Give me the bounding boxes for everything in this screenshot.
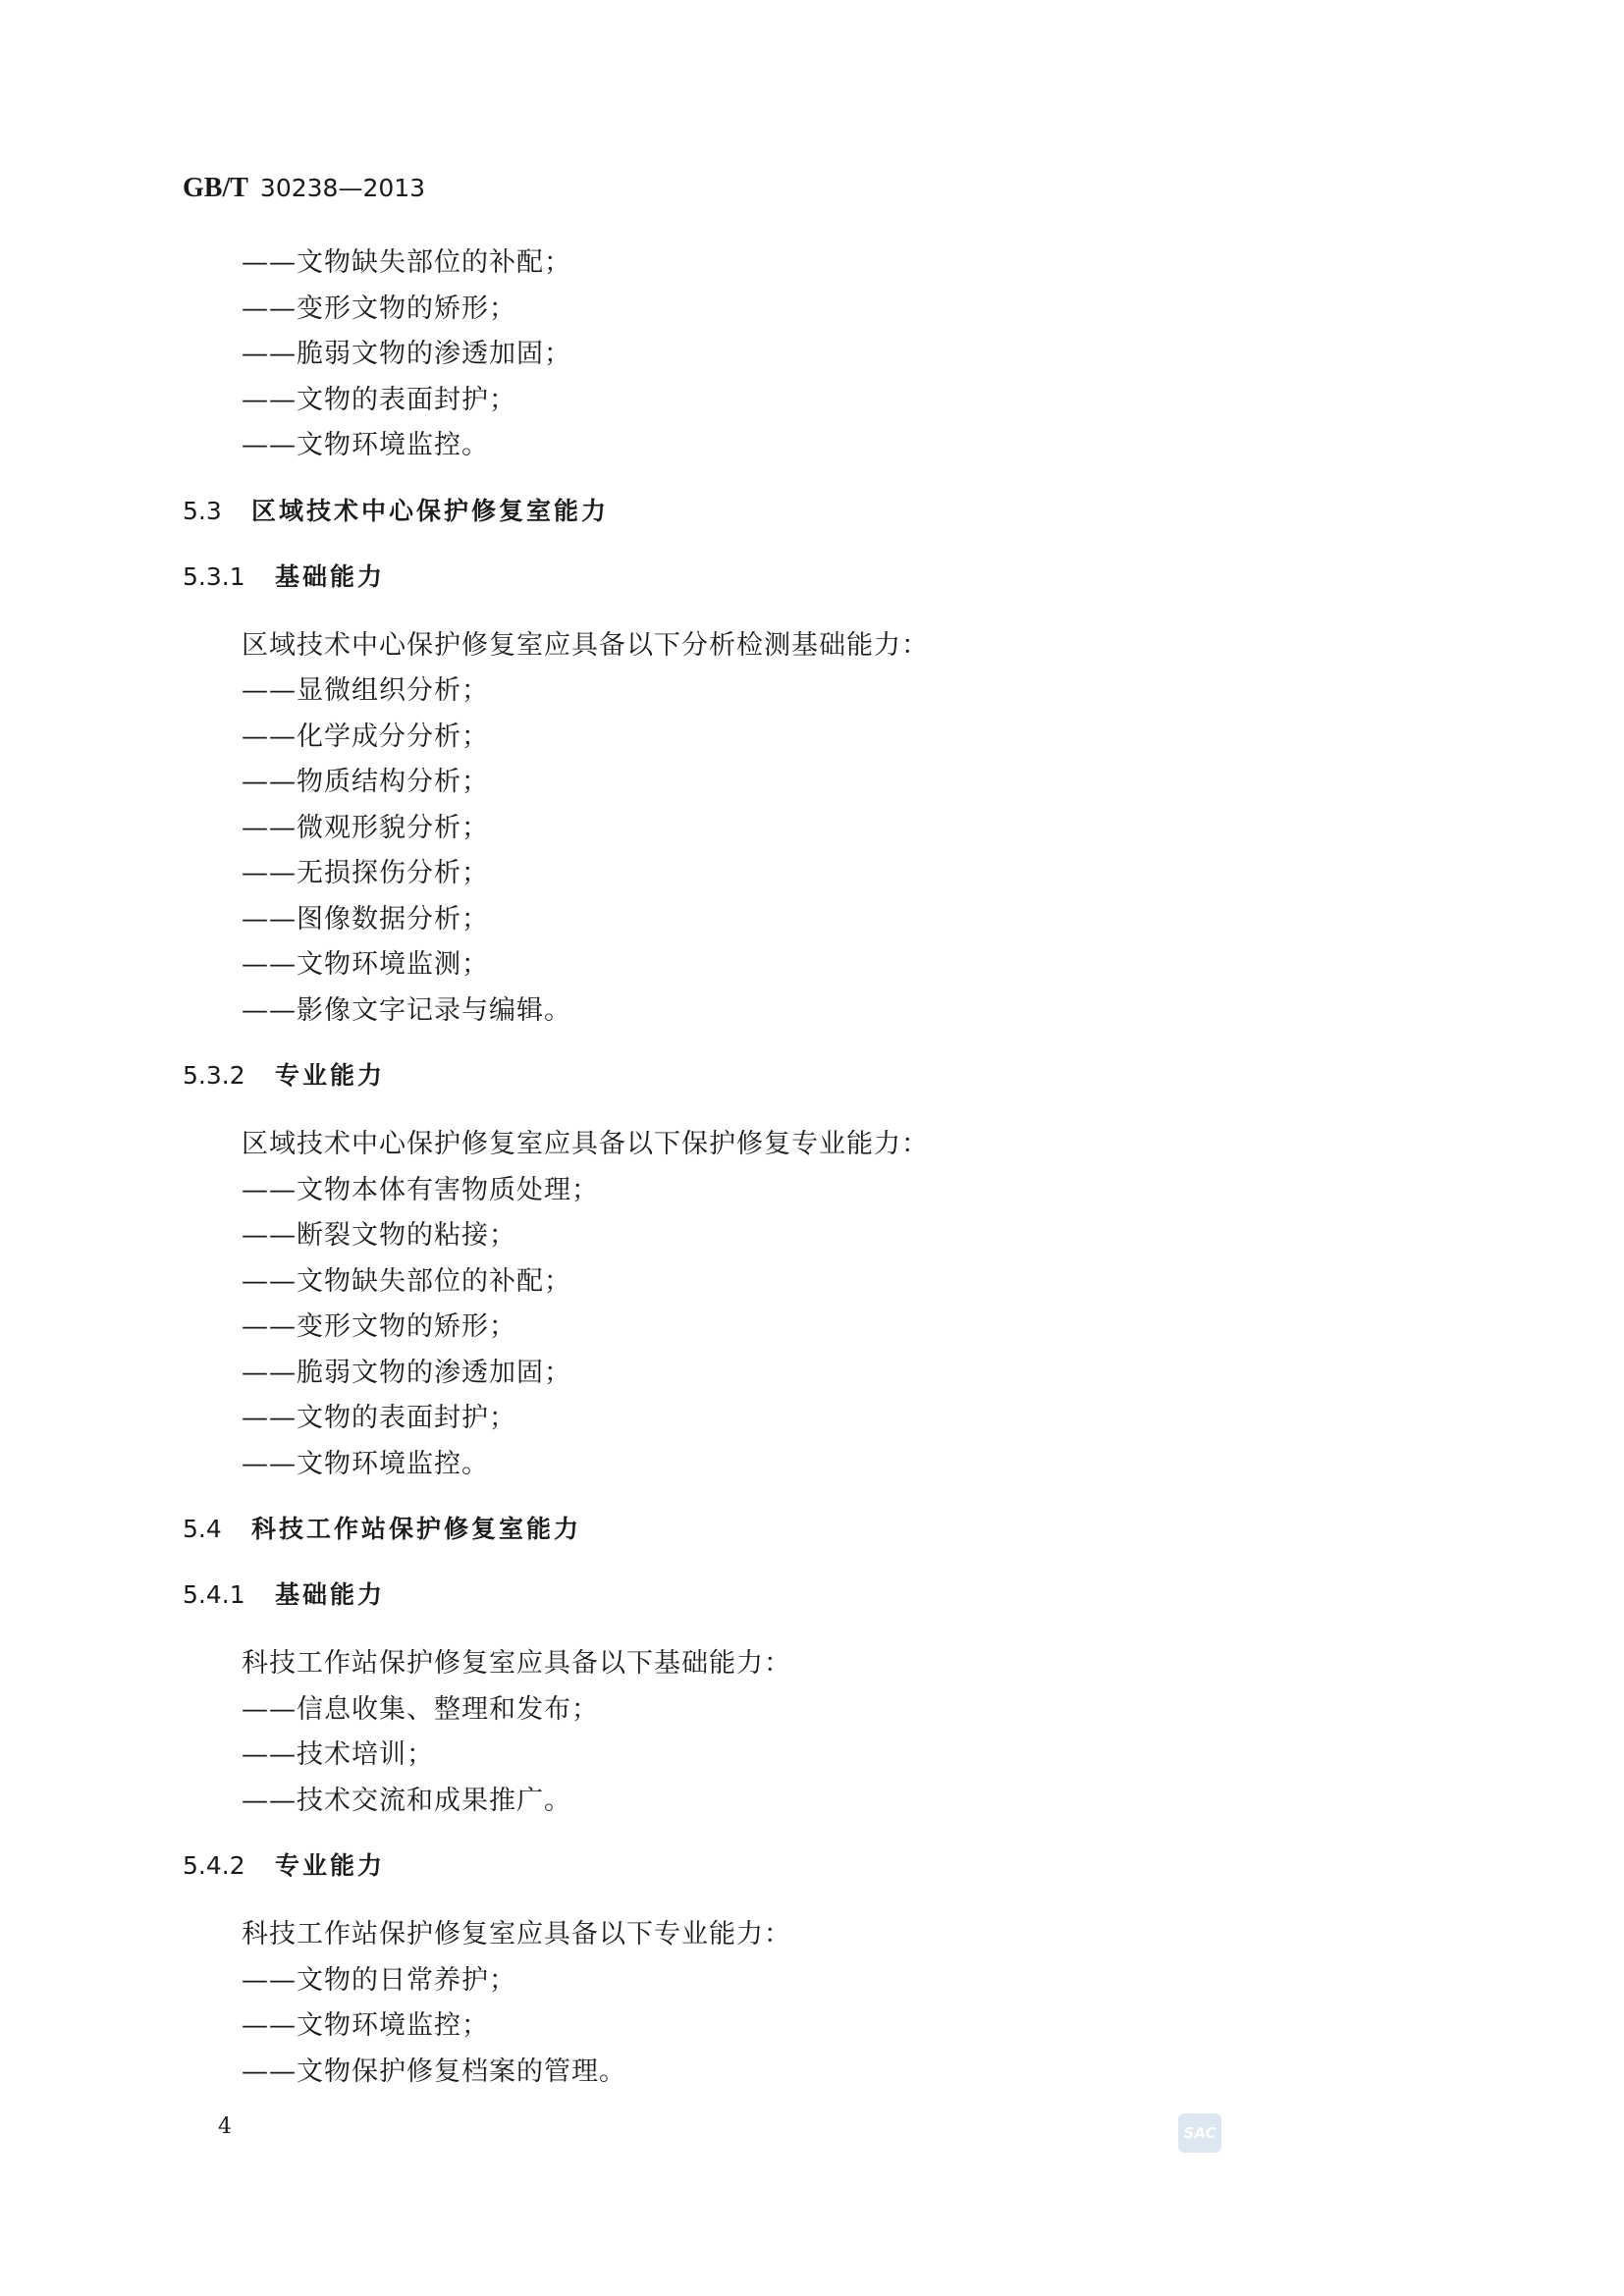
list-item: ——文物的日常养护；: [242, 1964, 516, 1996]
list-item: ——物质结构分析；: [242, 767, 489, 797]
section-title: 基础能力: [275, 561, 386, 591]
list-item: ——技术交流和成果推广。: [242, 1785, 571, 1816]
section-title: 专业能力: [275, 1851, 386, 1880]
section-title: 专业能力: [275, 1061, 386, 1090]
list-item: ——脆弱文物的渗透加固；: [242, 1357, 571, 1388]
list-item: ——文物环境监控；: [242, 2010, 489, 2041]
section-intro: 区域技术中心保护修复室应具备以下保护修复专业能力：: [242, 1129, 929, 1159]
section-number: 5.4.2: [183, 1851, 245, 1880]
page-number: 4: [218, 2114, 232, 2139]
list-item: ——脆弱文物的渗透加固；: [242, 339, 571, 369]
list-item: ——文物环境监测；: [242, 949, 489, 980]
list-item: ——文物环境监控。: [242, 1448, 489, 1479]
section-heading-5-4: [183, 1510, 1449, 1549]
section-number: 5.3.1: [183, 561, 245, 591]
list-item: ——文物本体有害物质处理；: [242, 1174, 599, 1205]
section-title: 基础能力: [275, 1580, 386, 1609]
sac-logo-text: SAC: [1183, 2124, 1217, 2142]
list-item: ——图像数据分析；: [242, 903, 489, 934]
list-item: ——变形文物的矫形；: [242, 1311, 516, 1342]
list-item: ——文物的表面封护；: [242, 384, 516, 415]
section-number: 5.4.1: [183, 1580, 245, 1609]
list-item: ——文物缺失部位的补配；: [242, 1265, 571, 1297]
list-item: ——文物的表面封护；: [242, 1403, 516, 1433]
list-item: ——断裂文物的粘接；: [242, 1220, 516, 1251]
list-item: ——变形文物的矫形；: [242, 293, 516, 324]
section-intro: 区域技术中心保护修复室应具备以下分析检测基础能力：: [242, 629, 929, 661]
section-heading-5-4-1: [183, 1575, 1449, 1615]
document-body: [183, 240, 1449, 2095]
list-item: ——信息收集、整理和发布；: [242, 1693, 599, 1725]
section-heading-5-3: [183, 492, 1449, 531]
section-intro: 科技工作站保护修复室应具备以下专业能力：: [242, 1919, 791, 1949]
section-number: 5.3: [183, 496, 222, 525]
section-heading-5-3-2: [183, 1056, 1449, 1095]
list-item: ——显微组织分析；: [242, 675, 489, 706]
section-number: 5.4: [183, 1515, 222, 1543]
section-heading-5-4-2: [183, 1846, 1449, 1886]
standard-number: 30238—2013: [259, 174, 426, 202]
list-item: ——文物环境监控。: [242, 430, 489, 460]
section-title: 科技工作站保护修复室能力: [251, 1515, 582, 1543]
section-number: 5.3.2: [183, 1061, 245, 1090]
list-item: ——文物保护修复档案的管理。: [242, 2056, 626, 2087]
list-item: ——文物缺失部位的补配；: [242, 247, 571, 278]
list-item: ——微观形貌分析；: [242, 812, 489, 843]
section-intro: 科技工作站保护修复室应具备以下基础能力：: [242, 1648, 791, 1679]
list-item: ——技术培训；: [242, 1739, 434, 1770]
standard-code: GB/T: [183, 173, 248, 203]
section-heading-5-3-1: [183, 558, 1449, 597]
sac-logo-icon: [1178, 2113, 1221, 2153]
list-item: ——无损探伤分析；: [242, 858, 489, 888]
list-item: ——化学成分分析；: [242, 721, 489, 752]
section-title: 区域技术中心保护修复室能力: [251, 496, 610, 525]
list-item: ——影像文字记录与编辑。: [242, 994, 571, 1026]
document-header: [183, 169, 425, 208]
list-a: [183, 240, 1449, 469]
